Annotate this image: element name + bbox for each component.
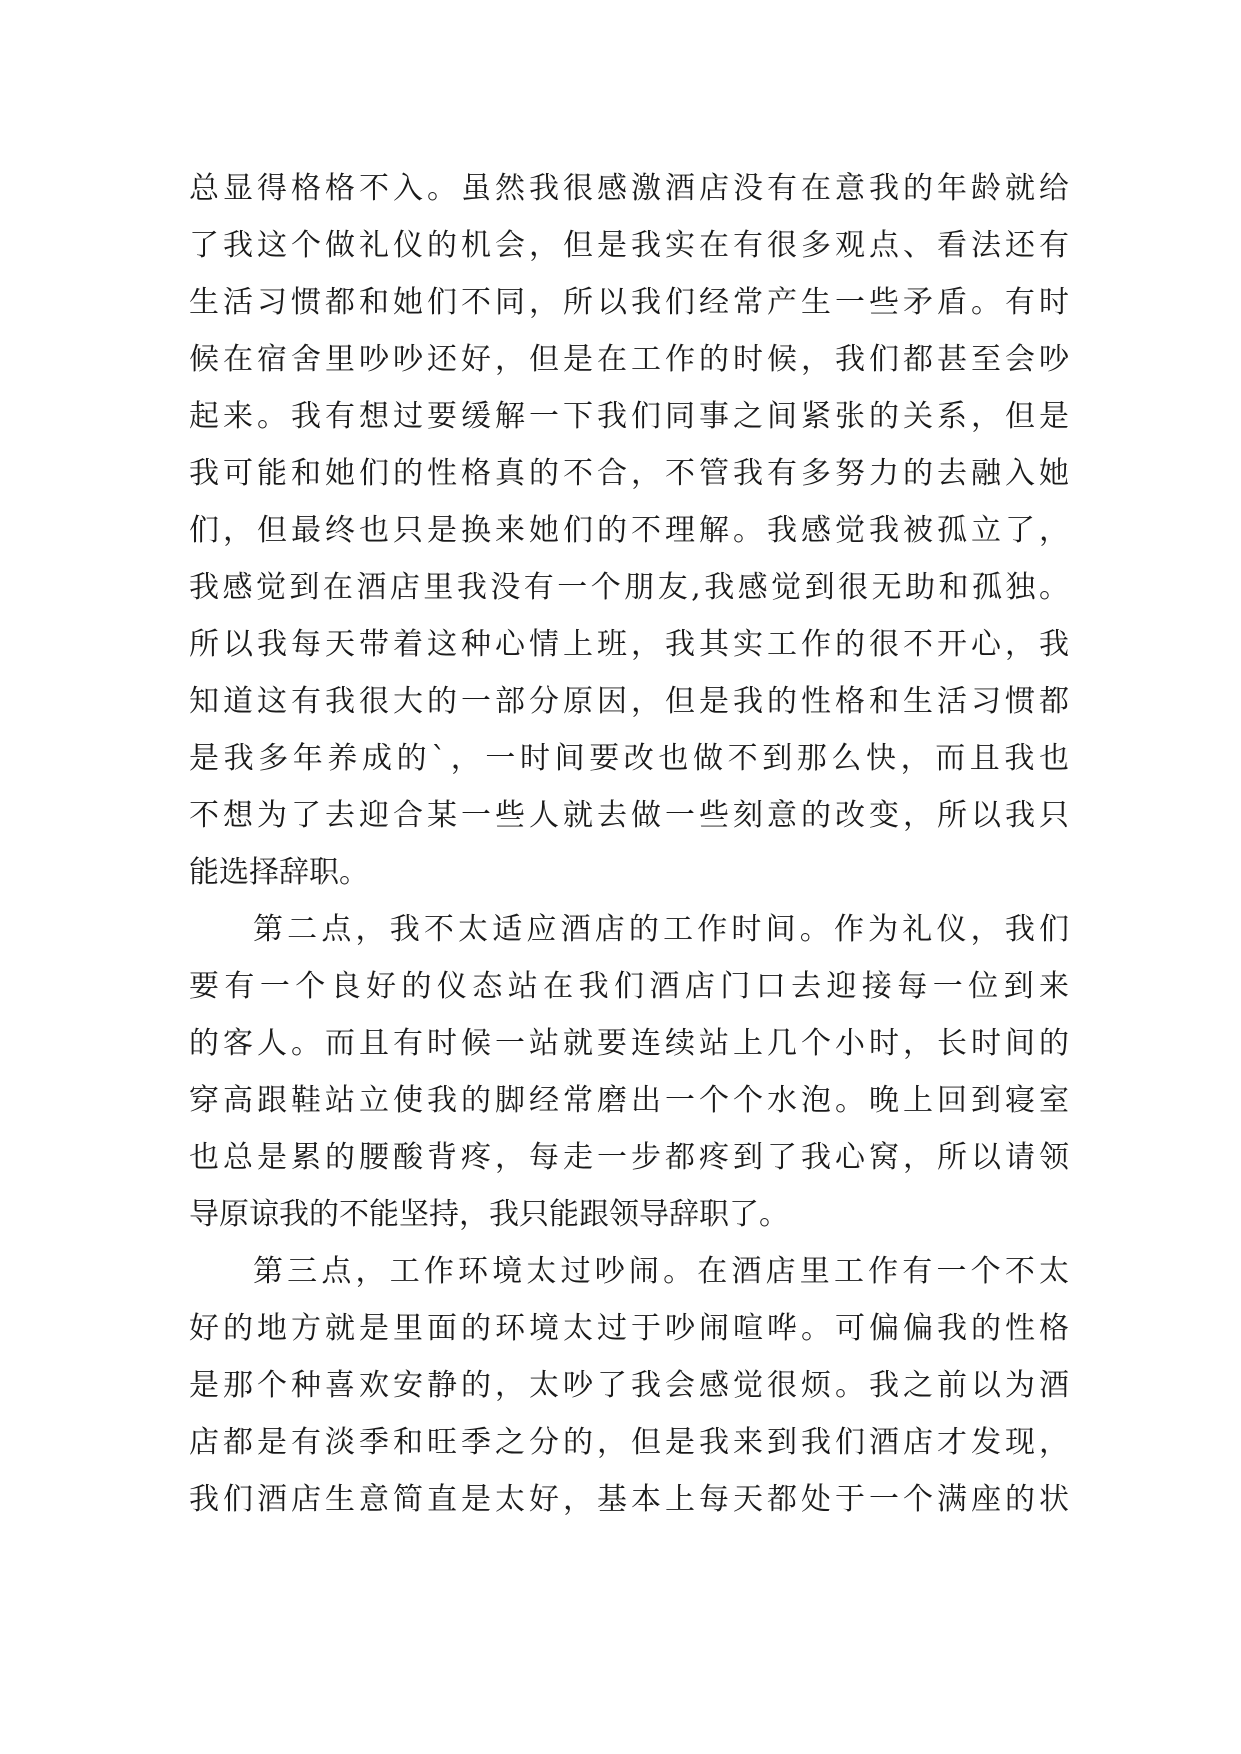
text-line: 是我多年养成的`，一时间要改也做不到那么快，而且我也 bbox=[189, 741, 1069, 776]
text-line: 好的地方就是里面的环境太过于吵闹喧哗。可偏偏我的性格 bbox=[189, 1311, 1069, 1346]
text-line: 起来。我有想过要缓解一下我们同事之间紧张的关系，但是 bbox=[189, 399, 1069, 434]
text-line: 不想为了去迎合某一些人就去做一些刻意的改变，所以我只 bbox=[189, 798, 1069, 833]
text-line: 能选择辞职。 bbox=[189, 855, 369, 890]
text-line: 也总是累的腰酸背疼，每走一步都疼到了我心窝，所以请领 bbox=[189, 1140, 1069, 1175]
text-line: 知道这有我很大的一部分原因，但是我的性格和生活习惯都 bbox=[189, 684, 1069, 719]
text-line: 第三点，工作环境太过吵闹。在酒店里工作有一个不太 bbox=[253, 1254, 1069, 1289]
text-line: 候在宿舍里吵吵还好，但是在工作的时候，我们都甚至会吵 bbox=[189, 342, 1069, 377]
text-line: 我可能和她们的性格真的不合，不管我有多努力的去融入她 bbox=[189, 456, 1069, 491]
text-line: 要有一个良好的仪态站在我们酒店门口去迎接每一位到来 bbox=[189, 969, 1069, 1004]
text-line: 第二点，我不太适应酒店的工作时间。作为礼仪，我们 bbox=[253, 912, 1069, 947]
text-line: 们，但最终也只是换来她们的不理解。我感觉我被孤立了， bbox=[189, 513, 1069, 548]
text-line: 导原谅我的不能坚持，我只能跟领导辞职了。 bbox=[189, 1197, 789, 1232]
document-body bbox=[189, 160, 1069, 1528]
text-line: 了我这个做礼仪的机会，但是我实在有很多观点、看法还有 bbox=[189, 228, 1069, 263]
text-line: 总显得格格不入。虽然我很感激酒店没有在意我的年龄就给 bbox=[189, 171, 1069, 206]
text-line: 是那个种喜欢安静的，太吵了我会感觉很烦。我之前以为酒 bbox=[189, 1368, 1069, 1403]
text-line: 所以我每天带着这种心情上班，我其实工作的很不开心，我 bbox=[189, 627, 1069, 662]
text-line: 我们酒店生意简直是太好，基本上每天都处于一个满座的状 bbox=[189, 1482, 1069, 1517]
text-line: 的客人。而且有时候一站就要连续站上几个小时，长时间的 bbox=[189, 1026, 1069, 1061]
text-line: 店都是有淡季和旺季之分的，但是我来到我们酒店才发现， bbox=[189, 1425, 1069, 1460]
text-line: 生活习惯都和她们不同，所以我们经常产生一些矛盾。有时 bbox=[189, 285, 1069, 320]
text-line: 我感觉到在酒店里我没有一个朋友,我感觉到很无助和孤独。 bbox=[189, 570, 1069, 605]
text-line: 穿高跟鞋站立使我的脚经常磨出一个个水泡。晚上回到寝室 bbox=[189, 1083, 1069, 1118]
